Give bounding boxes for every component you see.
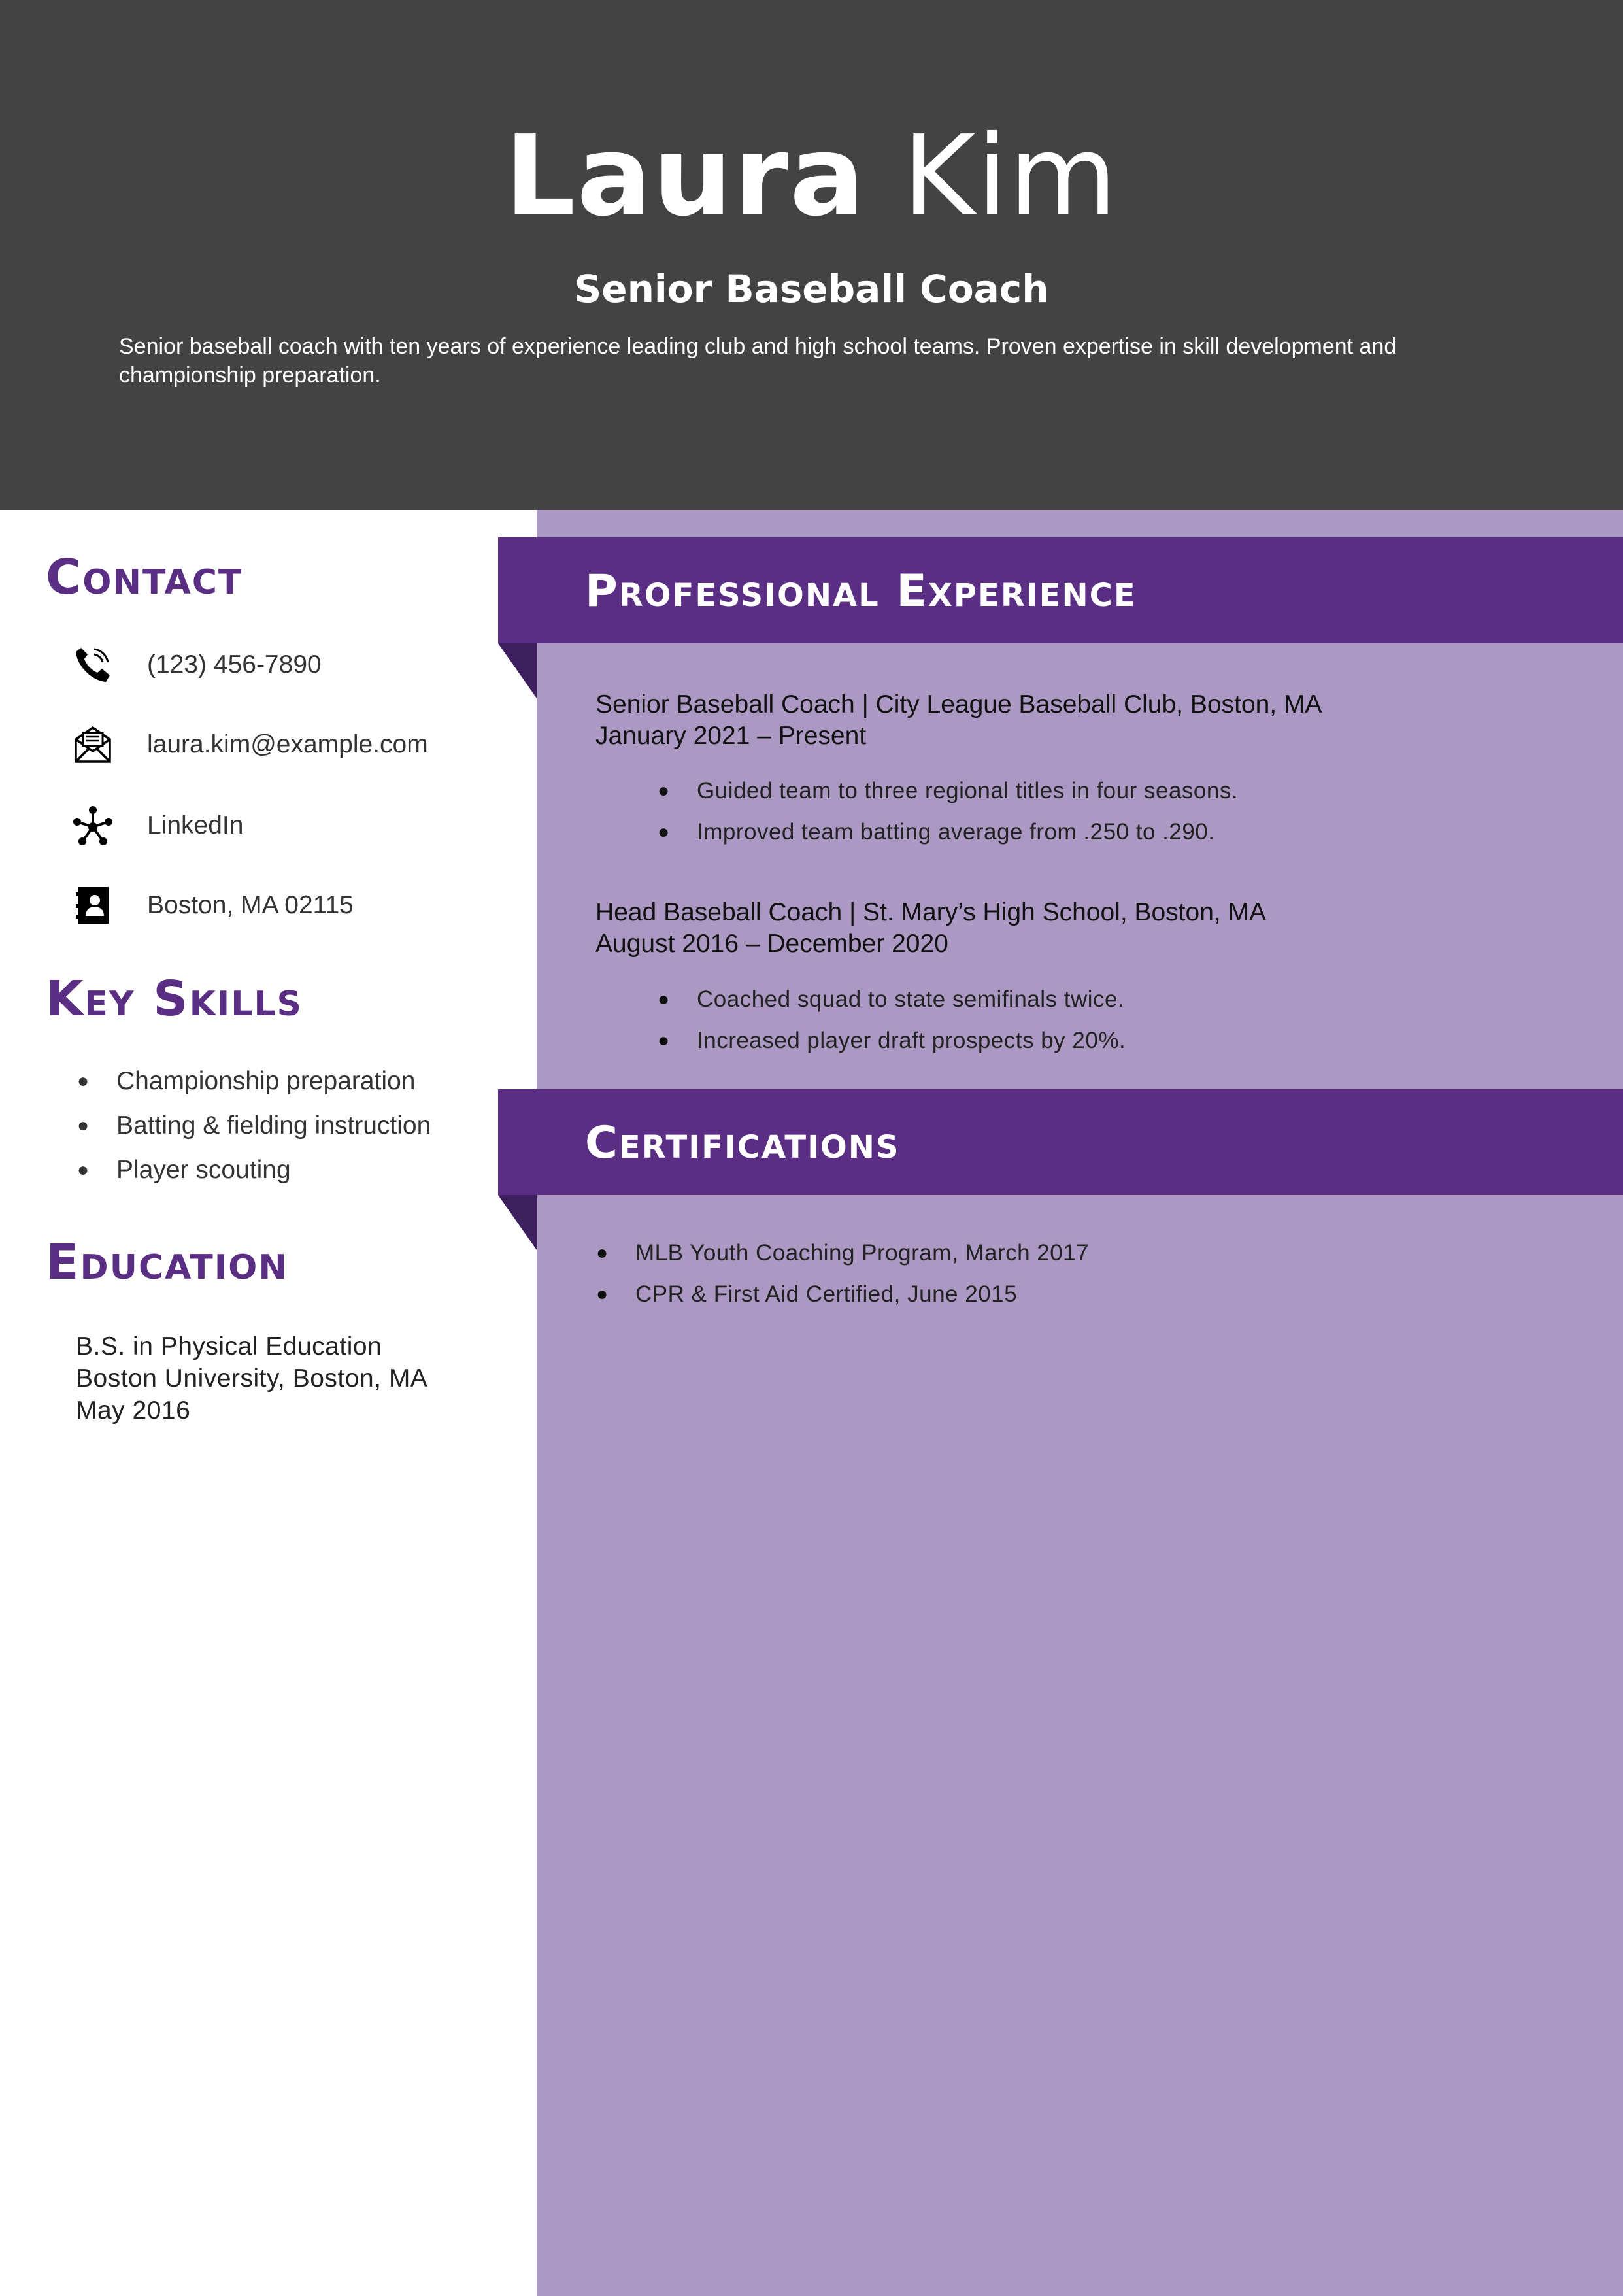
- contact-email[interactable]: [72, 724, 490, 769]
- linkedin-text[interactable]: LinkedIn: [147, 811, 244, 839]
- job-2-title: Head Baseball Coach | St. Mary’s High School, Boston, MA: [595, 898, 1267, 926]
- bullet-icon: ●: [658, 780, 670, 802]
- certifications-heading: Certifications: [585, 1117, 900, 1169]
- experience-banner-fold: [498, 643, 537, 698]
- list-item: ● Championship preparation: [116, 1059, 431, 1104]
- first-name: Laura: [505, 112, 866, 241]
- education-date: May 2016: [76, 1396, 191, 1425]
- job-2-dates: August 2016 – December 2020: [595, 930, 948, 958]
- list-item: ● Improved team batting average from .250 to .290.: [697, 811, 1238, 853]
- summary: Senior baseball coach with ten years of experience leading club and high school teams. Proven expertise in skill development and championship preparation.: [119, 334, 1397, 388]
- job-title: Senior Baseball Coach: [574, 267, 1049, 311]
- contact-heading: Contact: [46, 549, 243, 605]
- list-item: ● CPR & First Aid Certified, June 2015: [635, 1274, 1089, 1315]
- list-item: ● MLB Youth Coaching Program, March 2017: [635, 1232, 1089, 1274]
- contact-address: [72, 885, 490, 930]
- skills-list: [77, 1059, 431, 1192]
- list-item: ● Player scouting: [116, 1148, 431, 1192]
- job-1-dates: January 2021 – Present: [595, 722, 867, 750]
- job-1-bullets: [658, 770, 1239, 853]
- bullet-icon: ●: [77, 1159, 90, 1181]
- education-heading: Education: [46, 1234, 288, 1291]
- header-band: [0, 0, 1623, 510]
- job-1-title: Senior Baseball Coach | City League Baseball Club, Boston, MA: [595, 690, 1322, 718]
- phone-text: (123) 456-7890: [147, 650, 322, 679]
- education-degree: B.S. in Physical Education: [76, 1332, 382, 1360]
- last-name: Kim: [902, 112, 1118, 241]
- network-icon: [72, 805, 114, 847]
- email-text[interactable]: laura.kim@example.com: [147, 730, 428, 758]
- phone-icon: [72, 644, 114, 686]
- certifications-list: [596, 1232, 1090, 1315]
- address-book-icon: [72, 885, 114, 926]
- bullet-icon: ●: [77, 1070, 90, 1092]
- list-item: ● Increased player draft prospects by 20%.: [697, 1020, 1126, 1061]
- bullet-icon: ●: [77, 1115, 90, 1136]
- bullet-icon: ●: [658, 821, 670, 843]
- candidate-name: [0, 111, 1623, 242]
- education-school: Boston University, Boston, MA: [76, 1364, 428, 1393]
- contact-linkedin[interactable]: [72, 805, 490, 851]
- bullet-icon: ●: [596, 1242, 609, 1264]
- list-item: ● Coached squad to state semifinals twice.: [697, 979, 1126, 1020]
- skills-heading: Key Skills: [46, 971, 303, 1027]
- contact-phone: [72, 644, 490, 690]
- list-item: ● Batting & fielding instruction: [116, 1104, 431, 1148]
- bullet-icon: ●: [658, 988, 670, 1010]
- list-item: ● Guided team to three regional titles in four seasons.: [697, 770, 1238, 811]
- experience-heading: Professional Experience: [585, 566, 1137, 617]
- address-text: Boston, MA 02115: [147, 891, 354, 919]
- certifications-banner-fold: [498, 1195, 537, 1250]
- envelope-icon: [72, 724, 114, 766]
- bullet-icon: ●: [658, 1030, 670, 1051]
- job-2-bullets: [658, 979, 1126, 1061]
- bullet-icon: ●: [596, 1283, 609, 1305]
